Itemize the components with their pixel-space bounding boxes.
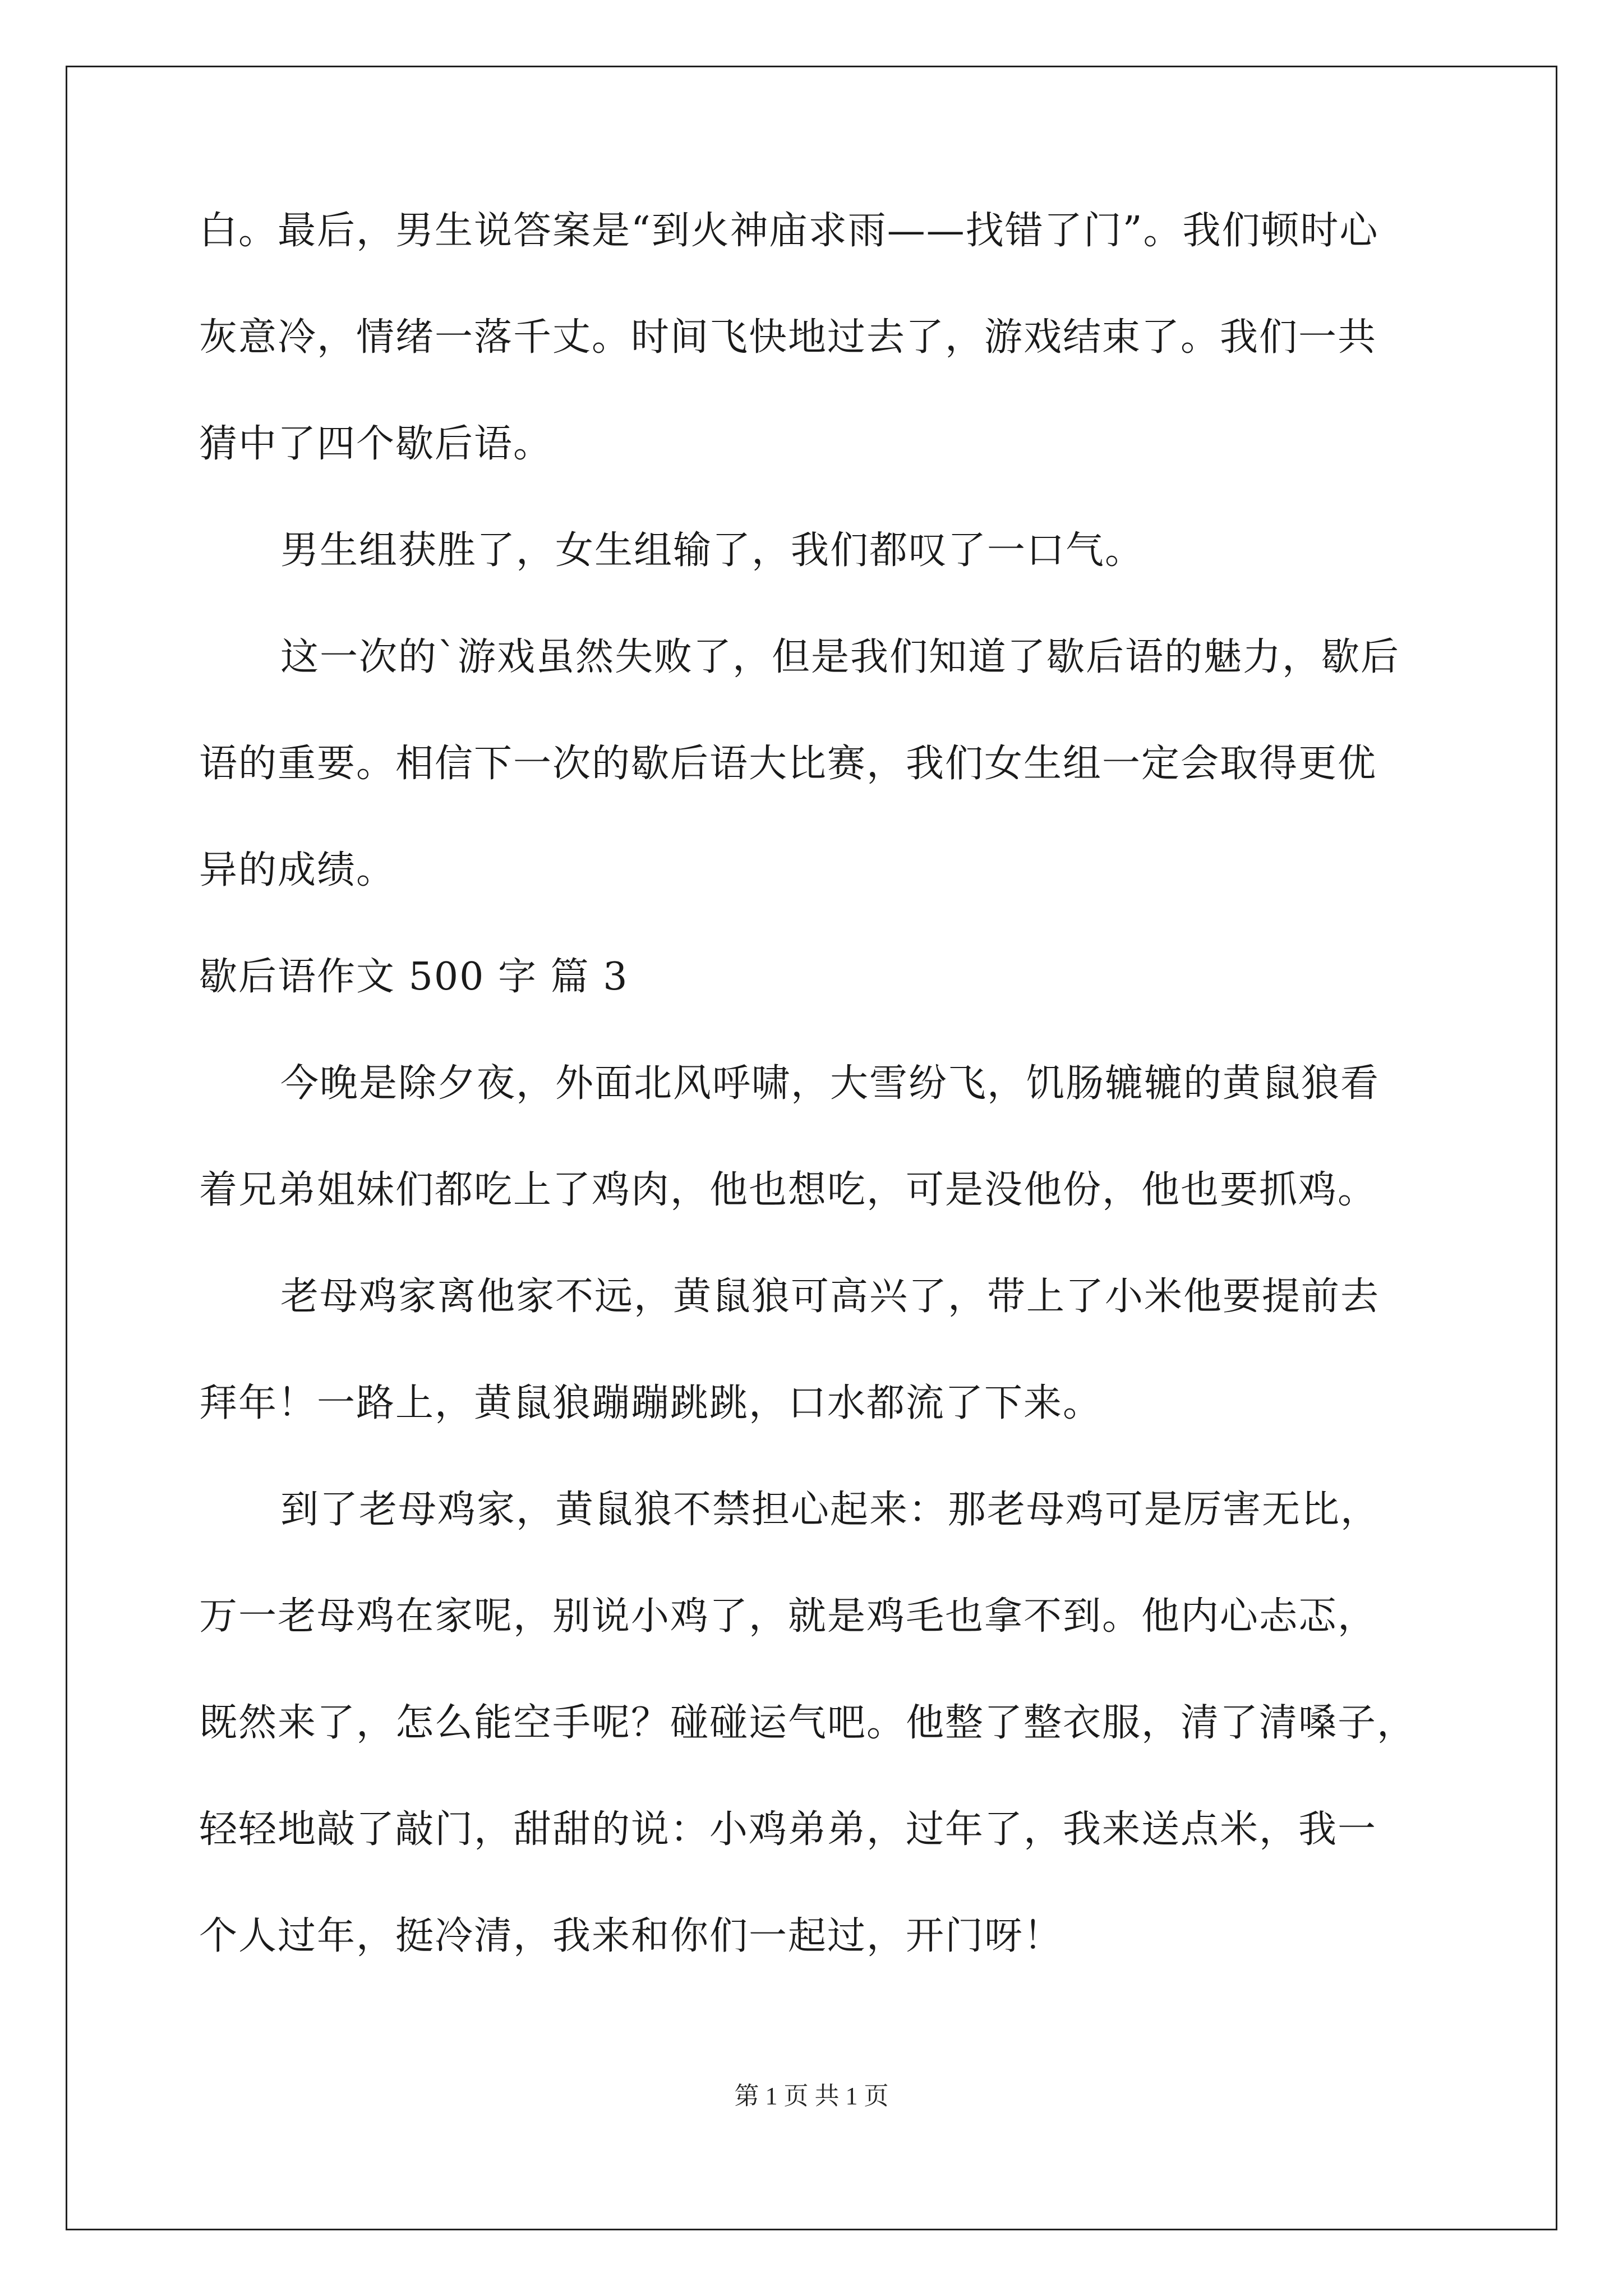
body-text-line: 到了老母鸡家，黄鼠狼不禁担心起来：那老母鸡可是厉害无比， — [280, 1488, 1380, 1532]
page-frame — [66, 66, 1557, 2230]
page-footer: 第 1 页 共 1 页 — [734, 2082, 889, 2110]
body-text-line: 男生组获胜了，女生组输了，我们都叹了一口气。 — [280, 528, 1145, 573]
body-text-line: 异的成绩。 — [199, 848, 396, 892]
body-text-line: 猜中了四个歇后语。 — [199, 422, 553, 466]
body-text-line: 今晚是除夕夜，外面北风呼啸，大雪纷飞，饥肠辘辘的黄鼠狼看 — [280, 1061, 1380, 1106]
body-text-line: 灰意冷，情绪一落千丈。时间飞快地过去了，游戏结束了。我们一共 — [199, 315, 1377, 360]
body-text-line: 个人过年，挺冷清，我来和你们一起过，开门呀！ — [199, 1914, 1063, 1958]
body-text-line: 语的重要。相信下一次的歇后语大比赛，我们女生组一定会取得更优 — [199, 742, 1377, 786]
body-text-line: 轻轻地敲了敲门，甜甜的说：小鸡弟弟，过年了，我来送点米，我一 — [199, 1807, 1377, 1852]
body-text-line: 这一次的`游戏虽然失败了，但是我们知道了歇后语的魅力，歇后 — [280, 635, 1400, 679]
body-text-line: 万一老母鸡在家呢，别说小鸡了，就是鸡毛也拿不到。他内心忐忑， — [199, 1594, 1377, 1639]
body-text-line: 白。最后，男生说答案是“到火神庙求雨——找错了门”。我们顿时心 — [199, 209, 1379, 253]
body-text-line: 老母鸡家离他家不远，黄鼠狼可高兴了，带上了小米他要提前去 — [280, 1274, 1380, 1319]
section-heading: 歇后语作文 500 字 篇 3 — [199, 955, 629, 999]
body-text-line: 拜年！一路上，黄鼠狼蹦蹦跳跳，口水都流了下来。 — [199, 1381, 1103, 1425]
body-text-line: 既然来了，怎么能空手呢？碰碰运气吧。他整了整衣服，清了清嗓子， — [199, 1701, 1417, 1745]
body-text-line: 着兄弟姐妹们都吃上了鸡肉，他也想吃，可是没他份，他也要抓鸡。 — [199, 1168, 1377, 1212]
